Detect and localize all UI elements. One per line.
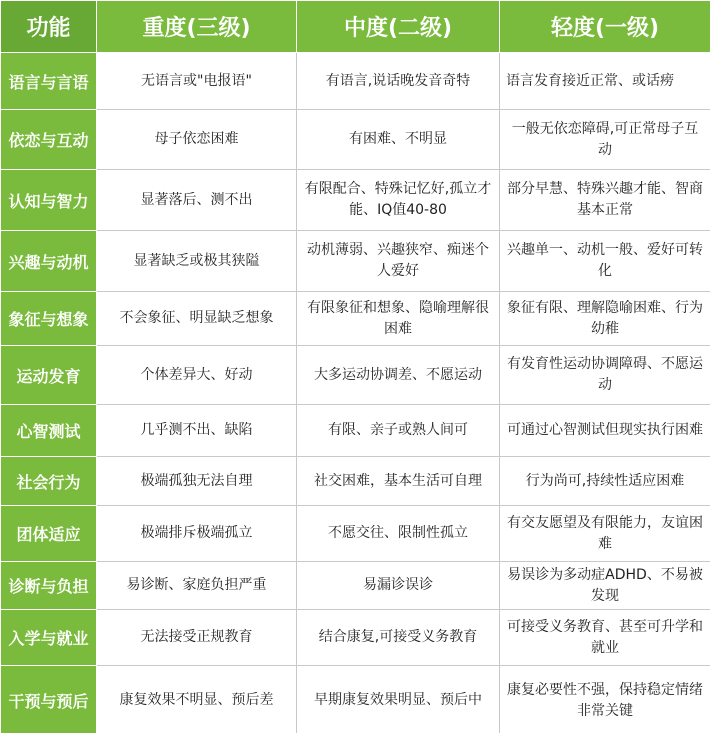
- moderate-cell: 结合康复,可接受义务教育: [297, 610, 500, 666]
- severe-cell: 母子依恋困难: [97, 110, 297, 170]
- severe-cell: 几乎测不出、缺陷: [97, 405, 297, 457]
- moderate-cell: 有语言,说话晚发音奇特: [297, 53, 500, 110]
- severe-cell: 无法接受正规教育: [97, 610, 297, 666]
- mild-cell: 部分早慧、特殊兴趣才能、智商基本正常: [500, 170, 710, 231]
- mild-cell: 可接受义务教育、甚至可升学和就业: [500, 610, 710, 666]
- table-row: [1, 231, 710, 292]
- moderate-cell: 易漏诊误诊: [297, 562, 500, 610]
- severe-cell: 极端排斥极端孤立: [97, 506, 297, 562]
- row-function-label: 诊断与负担: [1, 562, 97, 610]
- row-function-label: 团体适应: [1, 506, 97, 562]
- mild-cell: 康复必要性不强，保持稳定情绪非常关键: [500, 666, 710, 733]
- table-row: [1, 506, 710, 562]
- moderate-cell: 有限象征和想象、隐喻理解很困难: [297, 292, 500, 346]
- row-function-label: 认知与智力: [1, 170, 97, 231]
- table-row: [1, 110, 710, 170]
- severe-cell: 个体差异大、好动: [97, 346, 297, 405]
- mild-cell: 有交友愿望及有限能力，友谊困难: [500, 506, 710, 562]
- moderate-cell: 早期康复效果明显、预后中: [297, 666, 500, 733]
- table-row: [1, 346, 710, 405]
- row-function-label: 象征与想象: [1, 292, 97, 346]
- header-moderate: 中度(二级): [297, 1, 500, 53]
- severe-cell: 不会象征、明显缺乏想象: [97, 292, 297, 346]
- mild-cell: 一般无依恋障碍,可正常母子互动: [500, 110, 710, 170]
- table-row: [1, 53, 710, 110]
- severe-cell: 易诊断、家庭负担严重: [97, 562, 297, 610]
- table-row: [1, 457, 710, 506]
- severe-cell: 显著落后、测不出: [97, 170, 297, 231]
- row-function-label: 入学与就业: [1, 610, 97, 666]
- table-row: [1, 562, 710, 610]
- table-row: [1, 170, 710, 231]
- table-row: [1, 610, 710, 666]
- header-function: 功能: [1, 1, 97, 53]
- row-function-label: 社会行为: [1, 457, 97, 506]
- header-severe: 重度(三级): [97, 1, 297, 53]
- moderate-cell: 有限配合、特殊记忆好,孤立才能、IQ值40-80: [297, 170, 500, 231]
- row-function-label: 运动发育: [1, 346, 97, 405]
- row-function-label: 兴趣与动机: [1, 231, 97, 292]
- moderate-cell: 有困难、不明显: [297, 110, 500, 170]
- row-function-label: 心智测试: [1, 405, 97, 457]
- mild-cell: 易误诊为多动症ADHD、不易被发现: [500, 562, 710, 610]
- table-row: [1, 292, 710, 346]
- moderate-cell: 大多运动协调差、不愿运动: [297, 346, 500, 405]
- mild-cell: 有发育性运动协调障碍、不愿运动: [500, 346, 710, 405]
- mild-cell: 象征有限、理解隐喻困难、行为幼稚: [500, 292, 710, 346]
- row-function-label: 依恋与互动: [1, 110, 97, 170]
- table-row: [1, 666, 710, 733]
- header-mild: 轻度(一级): [500, 1, 710, 53]
- mild-cell: 行为尚可,持续性适应困难: [500, 457, 710, 506]
- moderate-cell: 有限、亲子或熟人间可: [297, 405, 500, 457]
- severe-cell: 极端孤独无法自理: [97, 457, 297, 506]
- moderate-cell: 动机薄弱、兴趣狭窄、痴迷个人爱好: [297, 231, 500, 292]
- mild-cell: 可通过心智测试但现实执行困难: [500, 405, 710, 457]
- row-function-label: 干预与预后: [1, 666, 97, 733]
- table-row: [1, 405, 710, 457]
- severe-cell: 无语言或"电报语": [97, 53, 297, 110]
- severe-cell: 显著缺乏或极其狭隘: [97, 231, 297, 292]
- row-function-label: 语言与言语: [1, 53, 97, 110]
- header-row: [1, 1, 710, 53]
- mild-cell: 语言发育接近正常、或话痨: [500, 53, 710, 110]
- moderate-cell: 不愿交往、限制性孤立: [297, 506, 500, 562]
- severe-cell: 康复效果不明显、预后差: [97, 666, 297, 733]
- moderate-cell: 社交困难，基本生活可自理: [297, 457, 500, 506]
- mild-cell: 兴趣单一、动机一般、爱好可转化: [500, 231, 710, 292]
